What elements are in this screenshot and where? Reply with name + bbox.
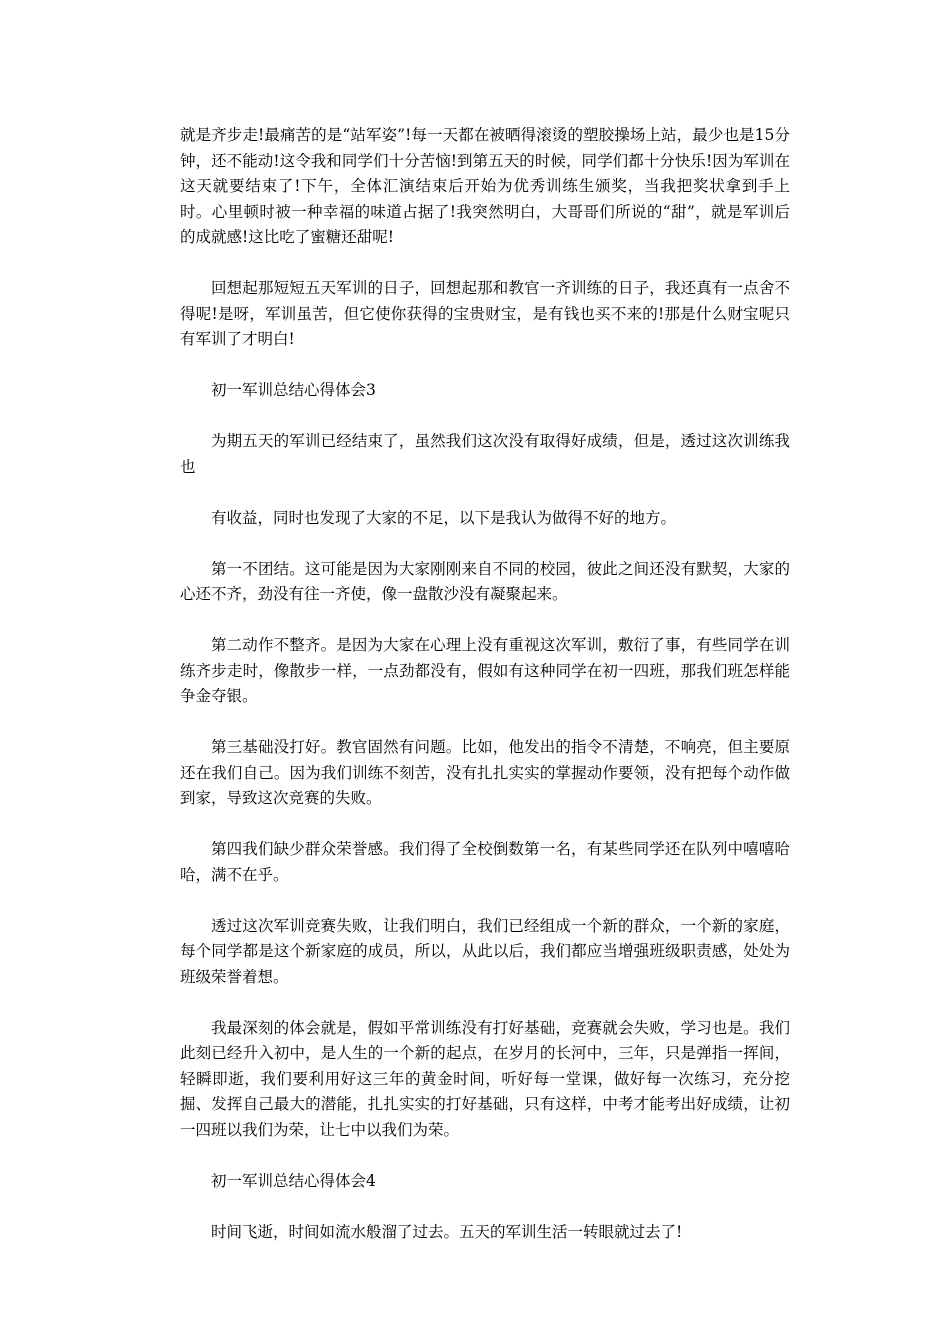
document-body [180,123,790,1271]
paragraph-point-2: 第二动作不整齐。是因为大家在心理上没有重视这次军训，敷衍了事，有些同学在训练齐步走时，像散步一样，一点劲都没有，假如有这种同学在初一四班，那我们班怎样能争金夺银。 [180,636,790,705]
paragraph-continuation: 就是齐步走!最痛苦的是“站军姿”!每一天都在被晒得滚烫的塑胶操场上站，最少也是15分钟，还不能动!这令我和同学们十分苦恼!到第五天的时候，同学们都十分快乐!因为军训在这天就要结束了!下午，全体汇演结束后开始为优秀训练生颁奖，当我把奖状拿到手上时。心里顿时被一种幸福的味道占据了!我突然明白，大哥哥们所说的“甜”，就是军训后的成就感!这比吃了蜜糖还甜呢! [180,126,790,246]
paragraph-intro-continued: 有收益，同时也发现了大家的不足，以下是我认为做得不好的地方。 [211,508,677,527]
paragraph-point-3: 第三基础没打好。教官固然有问题。比如，他发出的指令不清楚，不响亮，但主要原还在我们自己。因为我们训练不刻苦，没有扎扎实实的掌握动作要领，没有把每个动作做到家，导致这次竞赛的失败。 [180,738,790,807]
paragraph-intro: 为期五天的军训已经结束了，虽然我们这次没有取得好成绩，但是，透过这次训练我也 [180,432,790,476]
paragraph-point-1: 第一不团结。这可能是因为大家刚刚来自不同的校园，彼此之间还没有默契，大家的心还不齐，劲没有往一齐使，像一盘散沙没有凝聚起来。 [180,559,790,603]
paragraph-point-4: 第四我们缺少群众荣誉感。我们得了全校倒数第一名，有某些同学还在队列中嘻嘻哈哈，满不在乎。 [180,840,790,884]
section-heading-3: 初一军训总结心得体会3 [211,381,376,399]
paragraph-opening: 时间飞逝，时间如流水般溜了过去。五天的军训生活一转眼就过去了! [211,1222,683,1241]
paragraph-conclusion: 我最深刻的体会就是，假如平常训练没有打好基础，竞赛就会失败，学习也是。我们此刻已经升入初中，是人生的一个新的起点，在岁月的长河中，三年，只是弹指一挥间，轻瞬即逝，我们要利用好这三年的黄金时间，听好每一堂课，做好每一次练习，充分挖掘、发挥自己最大的潜能，扎扎实实的打好基础，只有这样，中考才能考出好成绩，让初一四班以我们为荣，让七中以我们为荣。 [180,1018,790,1139]
paragraph-lesson: 透过这次军训竞赛失败，让我们明白，我们已经组成一个新的群众，一个新的家庭，每个同学都是这个新家庭的成员，所以，从此以后，我们都应当增强班级职责感，处处为班级荣誉着想。 [180,916,790,986]
paragraph-reflection: 回想起那短短五天军训的日子，回想起那和教官一齐训练的日子，我还真有一点舍不得呢!是呀，军训虽苦，但它使你获得的宝贵财宝，是有钱也买不来的!那是什么财宝呢只有军训了才明白! [180,279,790,348]
section-heading-4: 初一军训总结心得体会4 [211,1171,376,1190]
